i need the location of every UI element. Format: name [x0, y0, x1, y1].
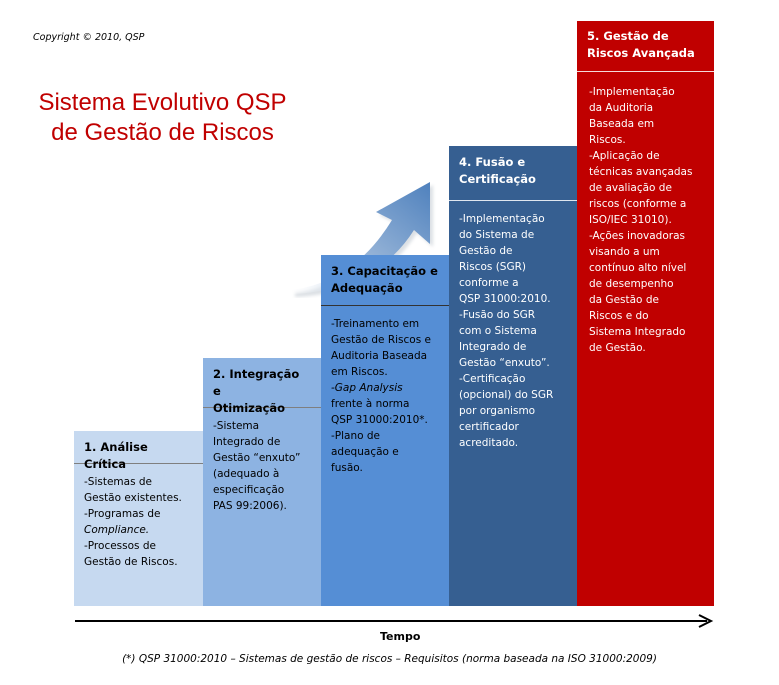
stage-item [331, 428, 441, 476]
item-line: (opcional) do SGR [459, 389, 554, 401]
stage-heading [74, 431, 203, 471]
title-line-2: de Gestão de Riscos [51, 119, 274, 146]
stage-heading [449, 146, 577, 201]
stage-items [321, 306, 449, 476]
item-line: conforme a [459, 277, 519, 289]
item-line: -Treinamento em [331, 318, 420, 330]
stage-item [331, 316, 441, 380]
stage-items [203, 408, 321, 514]
item-line: por organismo [459, 405, 536, 417]
stage-items [449, 201, 577, 451]
heading-line: 2. Integração e [213, 367, 300, 398]
item-line: em Riscos. [331, 366, 388, 378]
item-line: Sistema Integrado [589, 326, 686, 338]
stage-item [84, 506, 195, 538]
item-line: Integrado de [213, 436, 281, 448]
footnote: (*) QSP 31000:2010 – Sistemas de gestão de riscos – Requisitos (norma baseada na ISO 31000:2009) [122, 653, 657, 665]
item-line: adequação e [331, 446, 399, 458]
stage-column-1 [74, 431, 203, 606]
item-line: Integrado de [459, 341, 527, 353]
heading-line: Certificação [459, 172, 536, 186]
item-line: visando a um [589, 246, 660, 258]
heading-line: Otimização [213, 401, 286, 415]
stage-item [331, 380, 441, 428]
item-line: -Ações inovadoras [589, 230, 685, 242]
item-line: riscos (conforme a [589, 198, 687, 210]
stage-item [459, 371, 569, 451]
item-line: Gestão “enxuto”. [459, 357, 550, 369]
stage-item [84, 474, 195, 506]
stage-column-3 [321, 255, 449, 606]
item-line: de desempenho [589, 278, 674, 290]
stage-items [74, 464, 203, 570]
item-line: -Gap Analysis [331, 382, 403, 394]
item-line: de Gestão. [589, 342, 646, 354]
item-line: do Sistema de [459, 229, 535, 241]
item-line: -Certificação [459, 373, 526, 385]
item-line: especificação [213, 484, 285, 496]
item-line: PAS 99:2006). [213, 500, 287, 512]
item-line: (adequado à [213, 468, 280, 480]
time-axis-arrow [75, 613, 715, 629]
heading-line: Adequação [331, 281, 403, 295]
item-line: -Implementação [459, 213, 545, 225]
stage-column-2 [203, 358, 321, 606]
item-line: -Plano de [331, 430, 381, 442]
item-line: da Auditoria [589, 102, 654, 114]
heading-line: 3. Capacitação e [331, 264, 438, 278]
stage-item [589, 228, 706, 356]
item-line: Gestão “enxuto” [213, 452, 301, 464]
stage-item [213, 418, 313, 514]
item-line: -Programas de [84, 508, 161, 520]
item-line: Gestão de Riscos e [331, 334, 431, 346]
stage-item [589, 148, 706, 228]
copyright-text: Copyright © 2010, QSP [33, 32, 145, 43]
stage-item [589, 84, 706, 148]
item-line: da Gestão de [589, 294, 659, 306]
stage-item [459, 211, 569, 307]
item-line: acreditado. [459, 437, 519, 449]
item-line: QSP 31000:2010*. [331, 414, 428, 426]
item-line: Gestão existentes. [84, 492, 182, 504]
item-line: contínuo alto nível [589, 262, 687, 274]
item-line: -Sistema [213, 420, 260, 432]
stage-item [459, 307, 569, 371]
item-line: fusão. [331, 462, 363, 474]
item-line: técnicas avançadas [589, 166, 693, 178]
item-line: QSP 31000:2010. [459, 293, 551, 305]
heading-line: 4. Fusão e [459, 155, 526, 169]
stage-column-5 [577, 21, 714, 606]
stage-heading [321, 255, 449, 306]
item-line: Gestão de [459, 245, 513, 257]
stage-heading [203, 358, 321, 415]
item-line: frente à norma [331, 398, 410, 410]
item-line: de avaliação de [589, 182, 672, 194]
title-line-1: Sistema Evolutivo QSP [38, 89, 287, 116]
item-line: -Sistemas de [84, 476, 153, 488]
stage-item [84, 538, 195, 570]
item-line: Baseada em [589, 118, 655, 130]
heading-line: 5. Gestão de [587, 29, 669, 43]
item-line: Gestão de Riscos. [84, 556, 178, 568]
time-axis-label: Tempo [380, 630, 421, 643]
item-line: Compliance. [84, 524, 150, 536]
heading-line: Riscos Avançada [587, 46, 695, 60]
item-line: -Fusão do SGR [459, 309, 536, 321]
item-line: -Implementação [589, 86, 675, 98]
item-line: -Processos de [84, 540, 156, 552]
diagram-title [20, 88, 305, 148]
item-line: com o Sistema [459, 325, 537, 337]
heading-line: 1. Análise Crítica [84, 440, 148, 471]
item-line: Riscos e do [589, 310, 649, 322]
stage-items [577, 72, 714, 356]
item-line: certificador [459, 421, 519, 433]
stage-column-4 [449, 146, 577, 606]
item-line: ISO/IEC 31010). [589, 214, 672, 226]
item-line: Riscos. [589, 134, 626, 146]
item-line: Riscos (SGR) [459, 261, 526, 273]
stage-heading [577, 21, 714, 72]
item-line: -Aplicação de [589, 150, 660, 162]
item-line: Auditoria Baseada [331, 350, 428, 362]
